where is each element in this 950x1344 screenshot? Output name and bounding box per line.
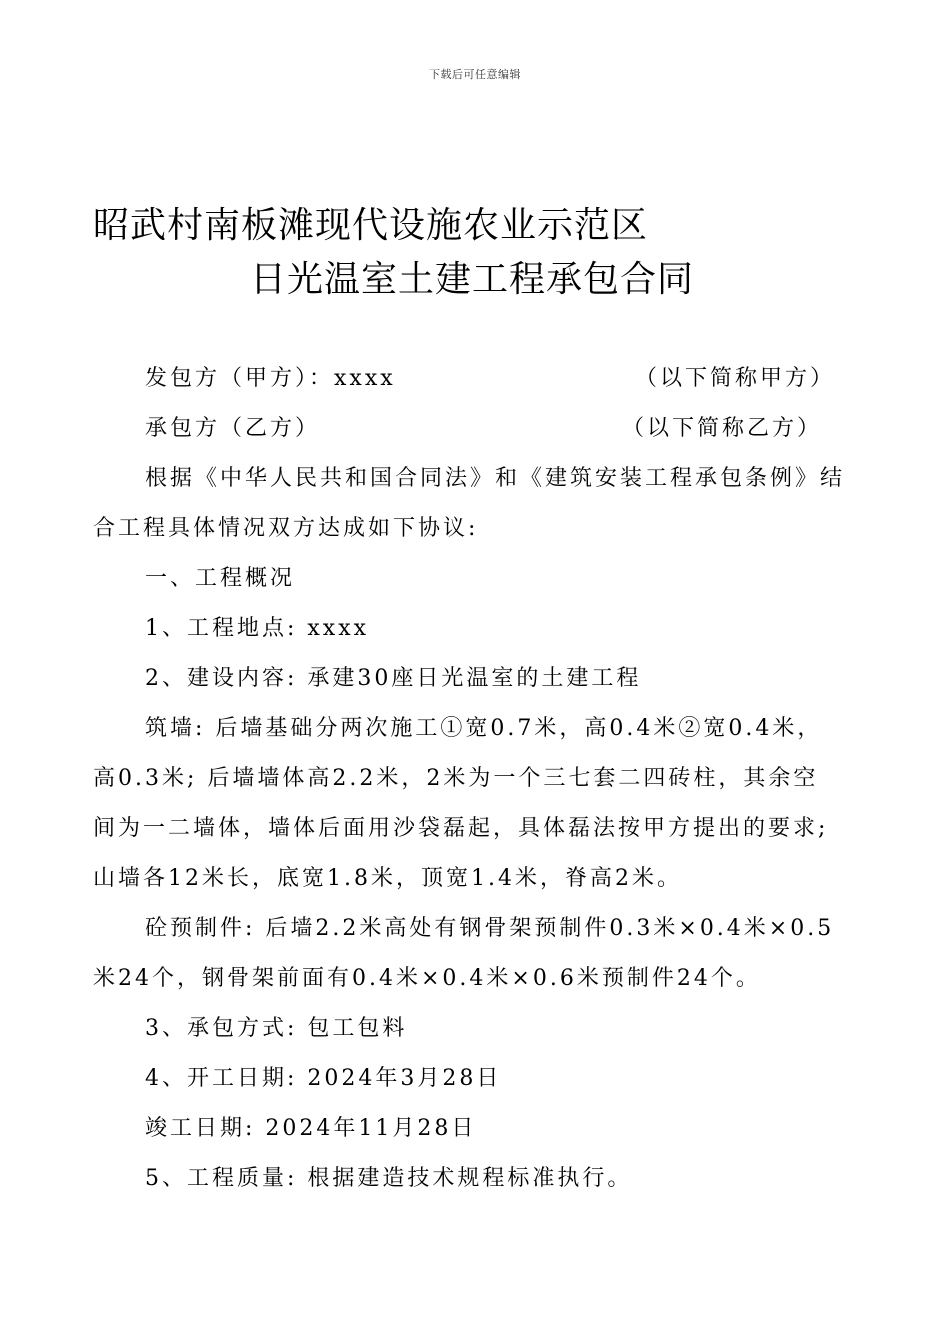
preamble-line-1: 根据《中华人民共和国合同法》和《建筑安装工程承包条例》结 xyxy=(145,466,846,491)
wall-spec-line-3: 间为一二墙体，墙体后面用沙袋磊起，具体磊法按甲方提出的要求; xyxy=(93,816,829,841)
precast-spec-line-2: 米24个，钢骨架前面有0.4米×0.4米×0.6米预制件24个。 xyxy=(93,966,761,991)
item-3-contract-mode: 3、承包方式: 包工包料 xyxy=(145,1016,408,1041)
completion-date: 竣工日期: 2024年11月28日 xyxy=(145,1116,477,1141)
preamble-line-2: 合工程具体情况双方达成如下协议: xyxy=(93,516,479,541)
item-2-scope: 2、建设内容: 承建30座日光温室的土建工程 xyxy=(145,666,642,691)
item-5-quality: 5、工程质量: 根据建造技术规程标准执行。 xyxy=(145,1166,633,1191)
document-title-line-1: 昭武村南板滩现代设施农业示范区 xyxy=(93,205,649,246)
header-note: 下载后可任意编辑 xyxy=(429,68,521,81)
wall-spec-line-1: 筑墙: 后墙基础分两次施工①宽0.7米，高0.4米②宽0.4米， xyxy=(145,716,823,741)
party-b-note: （以下简称乙方） xyxy=(622,416,823,441)
party-a-label: 发包方（甲方）：xxxx xyxy=(145,366,396,391)
wall-spec-line-4: 山墙各12米长，底宽1.8米，顶宽1.4米，脊高2米。 xyxy=(93,866,682,891)
wall-spec-line-2: 高0.3米; 后墙墙体高2.2米，2米为一个三七套二四砖柱，其余空 xyxy=(93,766,819,791)
party-b-label: 承包方（乙方） xyxy=(145,416,321,441)
item-4-start-date: 4、开工日期: 2024年3月28日 xyxy=(145,1066,502,1091)
section-1-heading: 一、工程概况 xyxy=(145,566,296,591)
document-title-line-2: 日光温室土建工程承包合同 xyxy=(250,259,695,300)
item-1-location: 1、工程地点: xxxx xyxy=(145,616,370,641)
party-a-note: （以下简称甲方） xyxy=(635,366,836,391)
precast-spec-line-1: 砼预制件: 后墙2.2米高处有钢骨架预制件0.3米×0.4米×0.5 xyxy=(145,916,835,941)
